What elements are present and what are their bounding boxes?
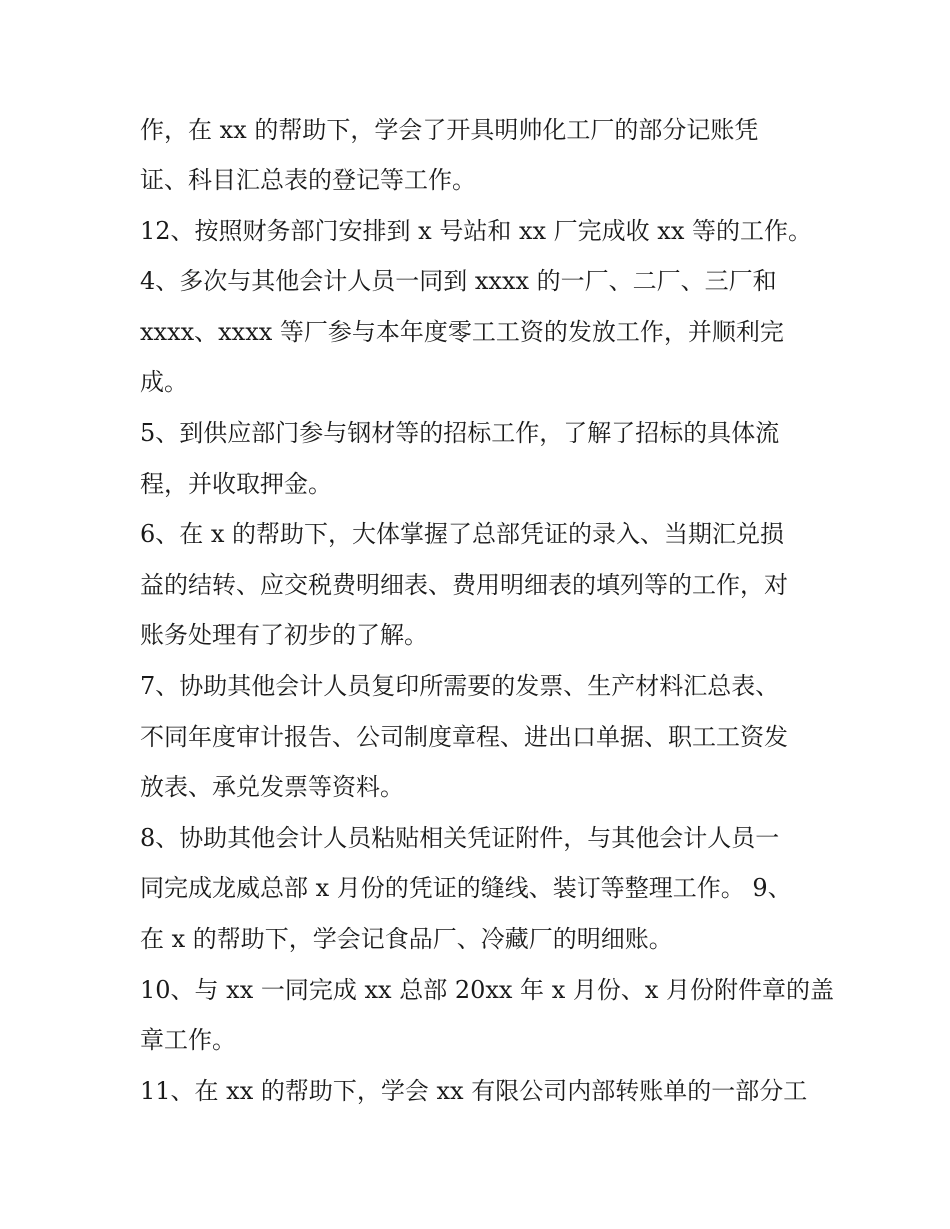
text-line: 章工作。 [140,1026,236,1054]
text-line: 成。 [140,368,188,396]
text-line: 8、协助其他会计人员粘贴相关凭证附件，与其他会计人员一 [140,824,780,852]
text-line: 益的结转、应交税费明细表、费用明细表的填列等的工作，对 [140,571,788,599]
text-line: 11、在 xx 的帮助下，学会 xx 有限公司内部转账单的一部分工 [140,1077,808,1105]
text-line: 10、与 xx 一同完成 xx 总部 20xx 年 x 月份、x 月份附件章的盖 [140,976,835,1004]
text-line: 7、协助其他会计人员复印所需要的发票、生产材料汇总表、 [140,672,780,700]
text-line: 12、按照财务部门安排到 x 号站和 xx 厂完成收 xx 等的工作。 [140,217,812,245]
text-line: xxxx、xxxx 等厂参与本年度零工工资的发放工作，并顺利完 [140,318,784,346]
text-line: 4、多次与其他会计人员一同到 xxxx 的一厂、二厂、三厂和 [140,267,777,295]
text-line: 在 x 的帮助下，学会记食品厂、冷藏厂的明细账。 [140,925,673,953]
text-line: 同完成龙威总部 x 月份的凭证的缝线、装订等整理工作。 9、 [140,874,792,902]
text-line: 不同年度审计报告、公司制度章程、进出口单据、职工工资发 [140,723,788,751]
text-line: 放表、承兑发票等资料。 [140,773,404,801]
text-line: 证、科目汇总表的登记等工作。 [140,166,476,194]
text-line: 账务处理有了初步的了解。 [140,621,428,649]
text-line: 6、在 x 的帮助下，大体掌握了总部凭证的录入、当期汇兑损 [140,520,785,548]
text-line: 作，在 xx 的帮助下，学会了开具明帅化工厂的部分记账凭 [140,116,759,144]
text-line: 程，并收取押金。 [140,470,332,498]
text-line: 5、到供应部门参与钢材等的招标工作，了解了招标的具体流 [140,419,780,447]
